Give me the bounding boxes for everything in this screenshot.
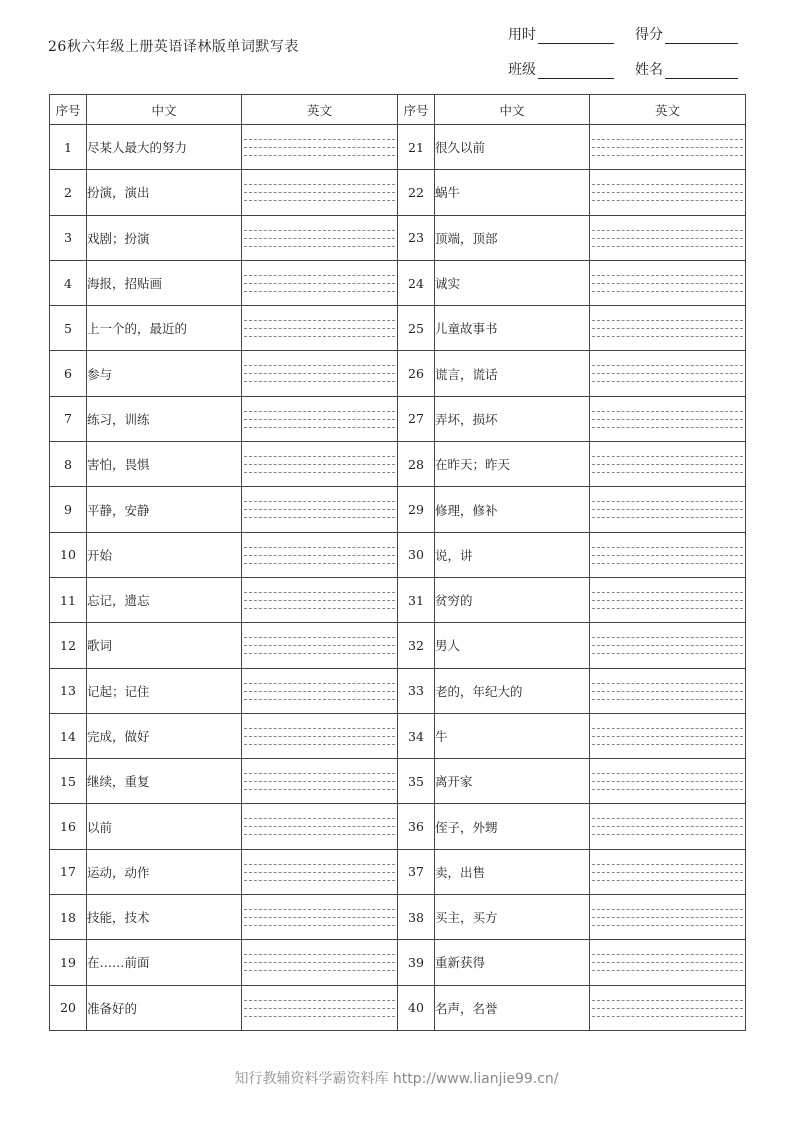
writing-guide-line [592,834,743,835]
writing-guide-line [592,683,743,684]
writing-guide-line [244,238,395,239]
chinese-word: 练习，训练 [87,396,242,441]
table-row [50,668,746,713]
writing-guide-line [592,509,743,510]
english-answer-cell[interactable] [242,668,398,713]
english-answer-cell[interactable] [590,487,746,532]
page-title: 26秋六年级上册英语译林版单词默写表 [48,39,299,55]
table-row [50,532,746,577]
row-number: 21 [398,125,435,170]
writing-guide-line [244,381,395,382]
class-blank[interactable] [538,64,614,79]
table-row [50,396,746,441]
time-field [508,24,614,44]
header-num-left: 序号 [50,95,87,125]
writing-guide-line [244,872,395,873]
writing-guide-line [244,699,395,700]
chinese-word: 谎言，谎话 [435,351,590,396]
table-row [50,577,746,622]
english-answer-cell[interactable] [242,985,398,1030]
row-number: 11 [50,577,87,622]
writing-guide-line [592,925,743,926]
chinese-word: 弄坏，损坏 [435,396,590,441]
table-header-row [50,95,746,125]
english-answer-cell[interactable] [242,125,398,170]
row-number: 24 [398,260,435,305]
writing-guide-line [244,608,395,609]
writing-guide-line [592,230,743,231]
table-row [50,215,746,260]
writing-guide-line [244,909,395,910]
table-row [50,487,746,532]
writing-guide-line [592,917,743,918]
row-number: 4 [50,260,87,305]
table-row [50,306,746,351]
writing-guide-line [244,592,395,593]
header-num-right: 序号 [398,95,435,125]
writing-guide-line [592,1008,743,1009]
row-number: 19 [50,940,87,985]
row-number: 12 [50,623,87,668]
writing-guide-line [592,736,743,737]
writing-guide-line [244,411,395,412]
chinese-word: 害怕，畏惧 [87,442,242,487]
chinese-word: 买主，买方 [435,895,590,940]
writing-guide-line [244,970,395,971]
writing-guide-line [592,773,743,774]
english-answer-cell[interactable] [590,759,746,804]
chinese-word: 在……前面 [87,940,242,985]
writing-guide-line [592,456,743,457]
writing-guide-line [244,275,395,276]
english-answer-cell[interactable] [590,895,746,940]
row-number: 27 [398,396,435,441]
writing-guide-line [592,238,743,239]
writing-guide-line [244,691,395,692]
english-answer-cell[interactable] [590,623,746,668]
writing-guide-line [244,683,395,684]
writing-guide-line [592,826,743,827]
english-answer-cell[interactable] [242,396,398,441]
writing-guide-line [244,600,395,601]
writing-guide-line [592,147,743,148]
table-row [50,170,746,215]
time-blank[interactable] [538,29,614,44]
writing-guide-line [244,283,395,284]
row-number: 15 [50,759,87,804]
english-answer-cell[interactable] [590,396,746,441]
english-answer-cell[interactable] [242,260,398,305]
row-number: 31 [398,577,435,622]
writing-guide-line [244,427,395,428]
writing-guide-line [592,691,743,692]
row-number: 33 [398,668,435,713]
writing-guide-line [244,744,395,745]
writing-guide-line [592,517,743,518]
writing-guide-line [244,336,395,337]
chinese-word: 卖，出售 [435,849,590,894]
english-answer-cell[interactable] [590,170,746,215]
table-row [50,351,746,396]
english-answer-cell[interactable] [242,759,398,804]
class-label: 班级 [508,62,536,78]
chinese-word: 记起；记住 [87,668,242,713]
time-label: 用时 [508,27,536,43]
table-row [50,849,746,894]
row-number: 36 [398,804,435,849]
writing-guide-line [244,291,395,292]
chinese-word: 牛 [435,713,590,758]
writing-guide-line [244,781,395,782]
writing-guide-line [592,320,743,321]
english-answer-cell[interactable] [242,940,398,985]
writing-guide-line [244,456,395,457]
writing-guide-line [592,155,743,156]
table-row [50,985,746,1030]
row-number: 5 [50,306,87,351]
writing-guide-line [592,789,743,790]
row-number: 40 [398,985,435,1030]
chinese-word: 诚实 [435,260,590,305]
english-answer-cell[interactable] [590,577,746,622]
chinese-word: 平静，安静 [87,487,242,532]
chinese-word: 戏剧；扮演 [87,215,242,260]
writing-guide-line [244,230,395,231]
chinese-word: 重新获得 [435,940,590,985]
score-blank[interactable] [665,29,738,44]
writing-guide-line [592,1016,743,1017]
writing-guide-line [592,365,743,366]
writing-guide-line [592,501,743,502]
chinese-word: 歌词 [87,623,242,668]
english-answer-cell[interactable] [590,713,746,758]
english-answer-cell[interactable] [590,804,746,849]
row-number: 1 [50,125,87,170]
name-blank[interactable] [665,64,738,79]
writing-guide-line [592,781,743,782]
english-answer-cell[interactable] [242,713,398,758]
row-number: 30 [398,532,435,577]
writing-guide-line [592,699,743,700]
score-field [635,24,738,44]
writing-guide-line [244,637,395,638]
writing-guide-line [244,1008,395,1009]
chinese-word: 完成，做好 [87,713,242,758]
writing-guide-line [244,925,395,926]
chinese-word: 忘记，遗忘 [87,577,242,622]
writing-guide-line [244,1016,395,1017]
writing-guide-line [592,275,743,276]
english-answer-cell[interactable] [590,849,746,894]
writing-guide-line [592,872,743,873]
chinese-word: 侄子，外甥 [435,804,590,849]
writing-guide-line [592,427,743,428]
writing-guide-line [244,653,395,654]
table-row [50,895,746,940]
writing-guide-line [592,645,743,646]
writing-guide-line [244,555,395,556]
chinese-word: 很久以前 [435,125,590,170]
writing-guide-line [244,419,395,420]
row-number: 16 [50,804,87,849]
chinese-word: 离开家 [435,759,590,804]
row-number: 32 [398,623,435,668]
writing-guide-line [244,789,395,790]
writing-guide-line [592,464,743,465]
writing-guide-line [244,864,395,865]
writing-guide-line [592,200,743,201]
writing-guide-line [592,608,743,609]
writing-guide-line [592,246,743,247]
row-number: 14 [50,713,87,758]
name-label: 姓名 [635,62,663,78]
writing-guide-line [592,184,743,185]
row-number: 26 [398,351,435,396]
chinese-word: 以前 [87,804,242,849]
row-number: 20 [50,985,87,1030]
row-number: 25 [398,306,435,351]
writing-guide-line [244,962,395,963]
writing-guide-line [244,773,395,774]
writing-guide-line [592,744,743,745]
table-row [50,260,746,305]
header-cn-right: 中文 [435,95,590,125]
english-answer-cell[interactable] [242,351,398,396]
writing-guide-line [592,283,743,284]
writing-guide-line [244,954,395,955]
writing-guide-line [592,1000,743,1001]
writing-guide-line [244,880,395,881]
writing-guide-line [592,954,743,955]
class-field [508,59,614,79]
writing-guide-line [592,962,743,963]
writing-guide-line [592,472,743,473]
row-number: 3 [50,215,87,260]
writing-guide-line [592,818,743,819]
writing-guide-line [592,291,743,292]
writing-guide-line [244,547,395,548]
table-row [50,125,746,170]
english-answer-cell[interactable] [242,442,398,487]
chinese-word: 修理，修补 [435,487,590,532]
chinese-word: 上一个的，最近的 [87,306,242,351]
english-answer-cell[interactable] [242,215,398,260]
english-answer-cell[interactable] [590,351,746,396]
row-number: 6 [50,351,87,396]
writing-guide-line [592,139,743,140]
chinese-word: 继续，重复 [87,759,242,804]
writing-guide-line [592,600,743,601]
row-number: 22 [398,170,435,215]
writing-guide-line [592,547,743,548]
english-answer-cell[interactable] [590,125,746,170]
chinese-word: 蜗牛 [435,170,590,215]
footer-watermark: 知行教辅资料学霸资料库 http://www.lianjie99.cn/ [234,1071,559,1087]
english-answer-cell[interactable] [242,804,398,849]
english-answer-cell[interactable] [590,306,746,351]
writing-guide-line [244,246,395,247]
chinese-word: 男人 [435,623,590,668]
chinese-word: 老的，年纪大的 [435,668,590,713]
writing-guide-line [592,555,743,556]
row-number: 17 [50,849,87,894]
english-answer-cell[interactable] [590,940,746,985]
row-number: 10 [50,532,87,577]
chinese-word: 顶端，顶部 [435,215,590,260]
score-label: 得分 [635,27,663,43]
chinese-word: 技能，技术 [87,895,242,940]
writing-guide-line [592,909,743,910]
chinese-word: 说，讲 [435,532,590,577]
table-row [50,713,746,758]
writing-guide-line [244,464,395,465]
row-number: 35 [398,759,435,804]
writing-guide-line [244,200,395,201]
writing-guide-line [592,328,743,329]
chinese-word: 参与 [87,351,242,396]
header-cn-left: 中文 [87,95,242,125]
writing-guide-line [592,411,743,412]
english-answer-cell[interactable] [590,532,746,577]
writing-guide-line [244,728,395,729]
table-row [50,442,746,487]
chinese-word: 准备好的 [87,985,242,1030]
table-row [50,940,746,985]
writing-guide-line [244,834,395,835]
writing-guide-line [244,139,395,140]
table-row [50,804,746,849]
writing-guide-line [592,381,743,382]
writing-guide-line [244,736,395,737]
english-answer-cell[interactable] [242,849,398,894]
row-number: 2 [50,170,87,215]
writing-guide-line [592,880,743,881]
header-en-left: 英文 [242,95,398,125]
row-number: 9 [50,487,87,532]
header-en-right: 英文 [590,95,746,125]
chinese-word: 儿童故事书 [435,306,590,351]
chinese-word: 贫穷的 [435,577,590,622]
writing-guide-line [592,970,743,971]
english-answer-cell[interactable] [590,215,746,260]
writing-guide-line [592,864,743,865]
english-answer-cell[interactable] [242,577,398,622]
chinese-word: 名声，名誉 [435,985,590,1030]
row-number: 37 [398,849,435,894]
row-number: 7 [50,396,87,441]
writing-guide-line [244,826,395,827]
writing-guide-line [592,592,743,593]
row-number: 29 [398,487,435,532]
english-answer-cell[interactable] [242,306,398,351]
writing-guide-line [244,147,395,148]
row-number: 13 [50,668,87,713]
writing-guide-line [244,365,395,366]
writing-guide-line [592,653,743,654]
chinese-word: 尽某人最大的努力 [87,125,242,170]
writing-guide-line [244,328,395,329]
writing-guide-line [592,419,743,420]
writing-guide-line [244,155,395,156]
writing-guide-line [244,184,395,185]
english-answer-cell[interactable] [590,442,746,487]
writing-guide-line [592,563,743,564]
english-answer-cell[interactable] [590,260,746,305]
writing-guide-line [592,373,743,374]
writing-guide-line [244,917,395,918]
row-number: 8 [50,442,87,487]
chinese-word: 在昨天；昨天 [435,442,590,487]
writing-guide-line [244,192,395,193]
row-number: 39 [398,940,435,985]
writing-guide-line [244,818,395,819]
row-number: 18 [50,895,87,940]
chinese-word: 扮演，演出 [87,170,242,215]
writing-guide-line [244,373,395,374]
writing-guide-line [244,509,395,510]
vocabulary-table [49,94,746,1031]
english-answer-cell[interactable] [242,532,398,577]
writing-guide-line [244,563,395,564]
english-answer-cell[interactable] [242,170,398,215]
english-answer-cell[interactable] [590,985,746,1030]
row-number: 34 [398,713,435,758]
english-answer-cell[interactable] [242,487,398,532]
english-answer-cell[interactable] [242,623,398,668]
row-number: 28 [398,442,435,487]
writing-guide-line [244,501,395,502]
writing-guide-line [244,1000,395,1001]
english-answer-cell[interactable] [590,668,746,713]
writing-guide-line [244,517,395,518]
writing-guide-line [244,472,395,473]
writing-guide-line [244,645,395,646]
table-row [50,623,746,668]
writing-guide-line [592,637,743,638]
chinese-word: 开始 [87,532,242,577]
english-answer-cell[interactable] [242,895,398,940]
writing-guide-line [592,336,743,337]
name-field [635,59,738,79]
writing-guide-line [592,728,743,729]
chinese-word: 海报，招贴画 [87,260,242,305]
row-number: 38 [398,895,435,940]
writing-guide-line [244,320,395,321]
row-number: 23 [398,215,435,260]
writing-guide-line [592,192,743,193]
chinese-word: 运动，动作 [87,849,242,894]
table-row [50,759,746,804]
